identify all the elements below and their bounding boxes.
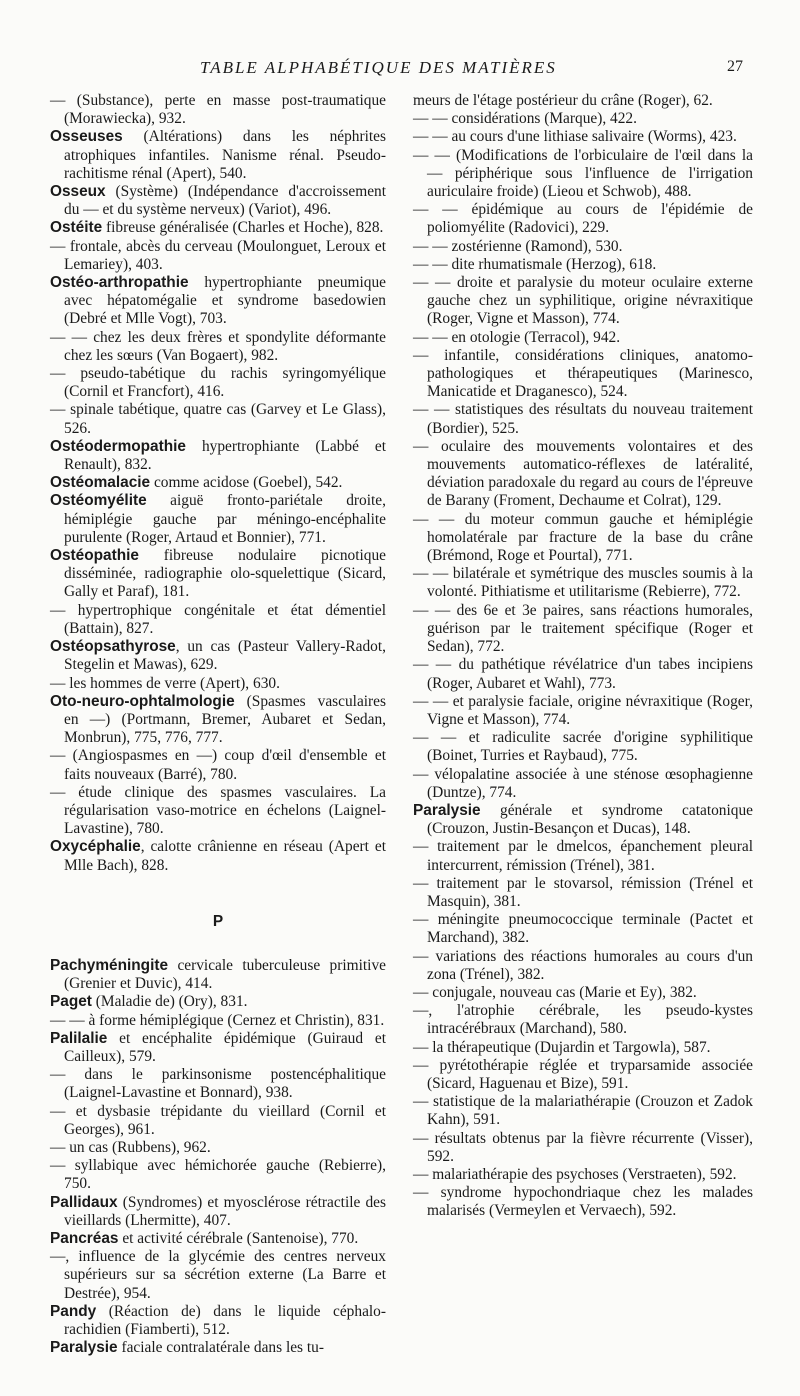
index-entry: — et dysbasie trépidante du vieillard (Cornil et Georges), 961. <box>50 1102 386 1138</box>
index-entry: Oto-neuro-ophtalmologie (Spasmes vasculaires en —) (Portmann, Bremer, Aubaret et Sedan, Monbrun), 775, 776, 777. <box>50 692 386 747</box>
index-entry: — la thérapeutique (Dujardin et Targowla), 587. <box>413 1038 711 1056</box>
index-entry: — infantile, considérations cliniques, anatomo-pathologiques et thérapeutiques (Marinesco, Manicatide et Draganesco), 524. <box>413 346 753 401</box>
index-entry: — — des 6e et 3e paires, sans réactions humorales, guérison par le traitement spécifique (Roger et Sedan), 772. <box>413 601 753 656</box>
index-entry: — conjugale, nouveau cas (Marie et Ey), 382. <box>413 983 697 1001</box>
index-entry: — statistique de la malariathérapie (Crouzon et Zadok Kahn), 591. <box>413 1093 753 1129</box>
index-entry: — malariathérapie des psychoses (Verstraeten), 592. <box>413 1165 737 1183</box>
index-entry: Palilalie et encéphalite épidémique (Guiraud et Cailleux), 579. <box>50 1029 386 1065</box>
index-entry: — traitement par le dmelcos, épanchement pleural intercurrent, rémission (Trénel), 381. <box>413 838 753 874</box>
index-entry: — — et paralysie faciale, origine névraxitique (Roger, Vigne et Masson), 774. <box>413 692 753 728</box>
index-entry: — oculaire des mouvements volontaires et des mouvements automatico-réflexes de latéralité, déviation paradoxale du regard au cours de l'épreuve de Barany (Froment, Dechaume et Colrat), 129. <box>413 437 753 510</box>
index-entry: — les hommes de verre (Apert), 630. <box>50 674 280 692</box>
index-entry: — — zostérienne (Ramond), 530. <box>413 237 623 255</box>
index-entry: Pallidaux (Syndromes) et myosclérose rétractile des vieillards (Lhermitte), 407. <box>50 1193 386 1229</box>
index-entry: — — épidémique au cours de l'épidémie de poliomyélite (Radovici), 229. <box>413 201 753 237</box>
index-entry: — étude clinique des spasmes vasculaires. La régularisation vaso-motrice en échelons (Laignel-Lavastine), 780. <box>50 783 386 838</box>
index-entry: —, l'atrophie cérébrale, les pseudo-kystes intracérébraux (Marchand), 580. <box>413 1002 753 1038</box>
section-letter: P <box>212 912 224 930</box>
index-entry: Pancréas et activité cérébrale (Santenoise), 770. <box>50 1229 359 1247</box>
index-entry: — — droite et paralysie du moteur oculaire externe gauche chez un syphilitique, origine névraxitique (Roger, Vigne et Masson), 774. <box>413 274 753 328</box>
index-entry: — vélopalatine associée à une sténose œsophagienne (Duntze), 774. <box>413 765 753 801</box>
index-entry: — résultats obtenus par la fièvre récurrente (Visser), 592. <box>413 1129 753 1165</box>
index-entry: — un cas (Rubbens), 962. <box>50 1138 211 1156</box>
page-number: 27 <box>727 58 743 75</box>
index-entry: — — en otologie (Terracol), 942. <box>413 328 621 346</box>
index-entry: — traitement par le stovarsol, rémission (Trénel et Masquin), 381. <box>413 874 753 910</box>
index-entry: Ostéite fibreuse généralisée (Charles et Hoche), 828. <box>50 219 384 237</box>
index-entry: — — et radiculite sacrée d'origine syphilitique (Boinet, Turries et Raybaud), 775. <box>413 729 753 765</box>
index-entry: — — statistiques des résultats du nouveau traitement (Bordier), 525. <box>413 401 753 437</box>
index-entry: — — chez les deux frères et spondylite déformante chez les sœurs (Van Bogaert), 982. <box>50 328 386 364</box>
index-entry: — syndrome hypochondriaque chez les malades malarisés (Vermeylen et Vervaech), 592. <box>413 1184 753 1220</box>
index-entry: — — dite rhumatismale (Herzog), 618. <box>413 255 657 273</box>
index-entry: Oxycéphalie, calotte crânienne en réseau (Apert et Mlle Bach), 828. <box>50 838 386 874</box>
index-entry: — — à forme hémiplégique (Cernez et Christin), 831. <box>50 1011 385 1029</box>
p-entry-list <box>50 957 386 1357</box>
index-entry: — méningite pneumococcique terminale (Pactet et Marchand), 382. <box>413 911 753 947</box>
index-entry: — frontale, abcès du cerveau (Moulonguet, Leroux et Lemariey), 403. <box>50 237 386 273</box>
index-entry: Pachyméningite cervicale tuberculeuse primitive (Grenier et Duvic), 414. <box>50 956 386 993</box>
index-entry: —, influence de la glycémie des centres nerveux supérieurs sur sa sécrétion externe (La Barre et Destrée), 954. <box>50 1248 386 1302</box>
index-entry: — spinale tabétique, quatre cas (Garvey et Le Glass), 526. <box>50 401 386 437</box>
index-entry: Paralysie faciale contralatérale dans les tu- <box>50 1339 324 1357</box>
index-entry: Osseux (Système) (Indépendance d'accroissement du — et du système nerveux) (Variot), 496. <box>50 183 386 219</box>
index-entry: Ostéopathie fibreuse nodulaire picnotique disséminée, radiographie olo-squelettique (Sicard, Gally et Paraf), 181. <box>50 547 386 601</box>
index-entry: Paralysie générale et syndrome catatonique (Crouzon, Justin-Besançon et Ducas), 148. <box>413 801 753 838</box>
index-entry: — (Angiospasmes en —) coup d'œil d'ensemble et faits nouveaux (Barré), 780. <box>50 747 386 783</box>
index-entry: Ostéodermopathie hypertrophiante (Labbé et Renault), 832. <box>50 437 386 474</box>
index-entry: — variations des réactions humorales au cours d'un zona (Trénel), 382. <box>413 947 753 983</box>
index-entry: — — au cours d'une lithiase salivaire (Worms), 423. <box>413 128 737 146</box>
right-column <box>413 92 753 1221</box>
index-entry: Osseuses (Altérations) dans les néphrites atrophiques infantiles. Nanisme rénal. Pseudo-rachitisme rénal (Apert), 540. <box>50 128 386 182</box>
running-title: TABLE ALPHABÉTIQUE DES MATIÈRES <box>200 58 557 77</box>
index-entry: — — du moteur commun gauche et hémiplégie homolatérale par fracture de la base du crâne (Brémond, Roge et Pourtal), 771. <box>413 510 753 565</box>
index-entry: Pandy (Réaction de) dans le liquide céphalo-rachidien (Fiamberti), 512. <box>50 1302 386 1338</box>
index-entry: — dans le parkinsonisme postencéphalitique (Laignel-Lavastine et Bonnard), 938. <box>50 1066 386 1102</box>
index-entry: Paget (Maladie de) (Ory), 831. <box>50 993 248 1011</box>
index-entry: meurs de l'étage postérieur du crâne (Roger), 62. <box>413 92 713 109</box>
index-entry: — hypertrophique congénitale et état démentiel (Battain), 827. <box>50 601 386 637</box>
index-entry: — syllabique avec hémichorée gauche (Rebierre), 750. <box>50 1157 386 1193</box>
index-entry: — — du pathétique révélatrice d'un tabes incipiens (Roger, Aubaret et Wahl), 773. <box>413 656 753 692</box>
index-entry: Ostéopsathyrose, un cas (Pasteur Vallery-Radot, Stegelin et Mawas), 629. <box>50 638 386 674</box>
index-entry: — pyrétothérapie réglée et tryparsamide associée (Sicard, Haguenau et Bize), 591. <box>413 1056 753 1092</box>
index-entry: — (Substance), perte en masse post-traumatique (Morawiecka), 932. <box>50 92 386 128</box>
index-entry: — — considérations (Marque), 422. <box>413 110 637 128</box>
left-column <box>50 92 386 1357</box>
index-entry: Ostéo-arthropathie hypertrophiante pneumique avec hépatomégalie et syndrome basedowien (Debré et Mlle Vogt), 703. <box>50 274 386 328</box>
left-entry-list <box>50 92 386 875</box>
index-entry: Ostéomalacie comme acidose (Goebel), 542. <box>50 474 343 492</box>
index-entry: — — bilatérale et symétrique des muscles soumis à la volonté. Pithiatisme et utilitarisme (Rebierre), 772. <box>413 565 753 601</box>
right-entry-list <box>413 92 753 1221</box>
index-entry: Ostéomyélite aiguë fronto-pariétale droite, hémiplégie gauche par méningo-encéphalite purulente (Roger, Artaud et Bonnier), 771. <box>50 492 386 546</box>
page-header <box>0 58 800 82</box>
index-entry: — — (Modifications de l'orbiculaire de l'œil dans la — périphérique sous l'influence de l'irrigation auriculaire froide) (Lieou et Schwob), 488. <box>413 146 753 201</box>
index-entry: — pseudo-tabétique du rachis syringomyélique (Cornil et Francfort), 416. <box>50 365 386 401</box>
